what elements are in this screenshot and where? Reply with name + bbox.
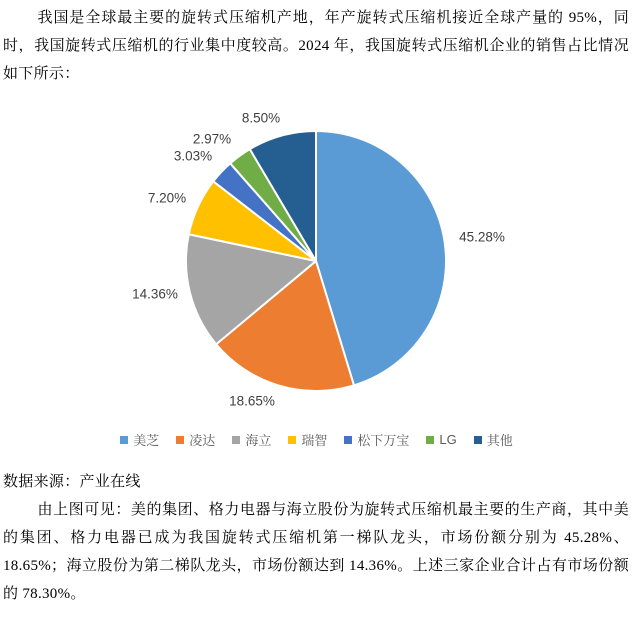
pie-data-label: 45.28% [459,229,505,245]
pie-data-label: 14.36% [132,286,178,302]
legend-label: 瑞智 [301,433,328,448]
legend-swatch-icon [288,436,296,444]
legend-label: 美芝 [133,433,160,448]
legend-swatch-icon [344,436,352,444]
legend-item-美芝 [120,430,159,449]
legend-item-海立 [232,430,271,449]
pie-data-label: 7.20% [147,190,187,206]
pie-data-label: 8.50% [241,110,281,126]
data-source: 数据来源：产业在线 [3,474,141,490]
analysis-paragraph: 由上图可见：美的集团、格力电器与海立股份为旋转式压缩机最主要的生产商，其中美的集团、格力电器已成为我国旋转式压缩机第一梯队龙头，市场份额分别为 45.28%、18.65%；海立股份为第二梯队龙头，市场份额达到 14.36%。上述三家企业合计占有市场份额的 78.30%。 [3,502,629,602]
legend-swatch-icon [474,436,482,444]
legend-swatch-icon [120,436,128,444]
legend-item-瑞智 [288,430,327,449]
chart-legend [0,430,633,449]
legend-swatch-icon [176,436,184,444]
legend-swatch-icon [426,436,434,444]
legend-label: 凌达 [189,433,216,448]
legend-label: 其他 [486,433,513,448]
pie-chart-svg [0,95,633,427]
legend-item-LG [426,432,456,447]
pie-data-label: 2.97% [192,131,232,147]
pie-chart [0,95,633,427]
legend-swatch-icon [232,436,240,444]
pie-data-label: 18.65% [229,393,275,409]
legend-label: 海立 [245,433,272,448]
legend-item-其他 [474,430,513,449]
legend-label: LG [439,432,457,447]
intro-paragraph: 我国是全球最主要的旋转式压缩机产地，年产旋转式压缩机接近全球产量的 95%，同时，我国旋转式压缩机的行业集中度较高。2024 年，我国旋转式压缩机企业的销售占比情况如下所示： [3,10,629,82]
legend-item-松下万宝 [344,430,409,449]
legend-label: 松下万宝 [357,433,410,448]
pie-data-label: 3.03% [173,148,213,164]
legend-item-凌达 [176,430,215,449]
